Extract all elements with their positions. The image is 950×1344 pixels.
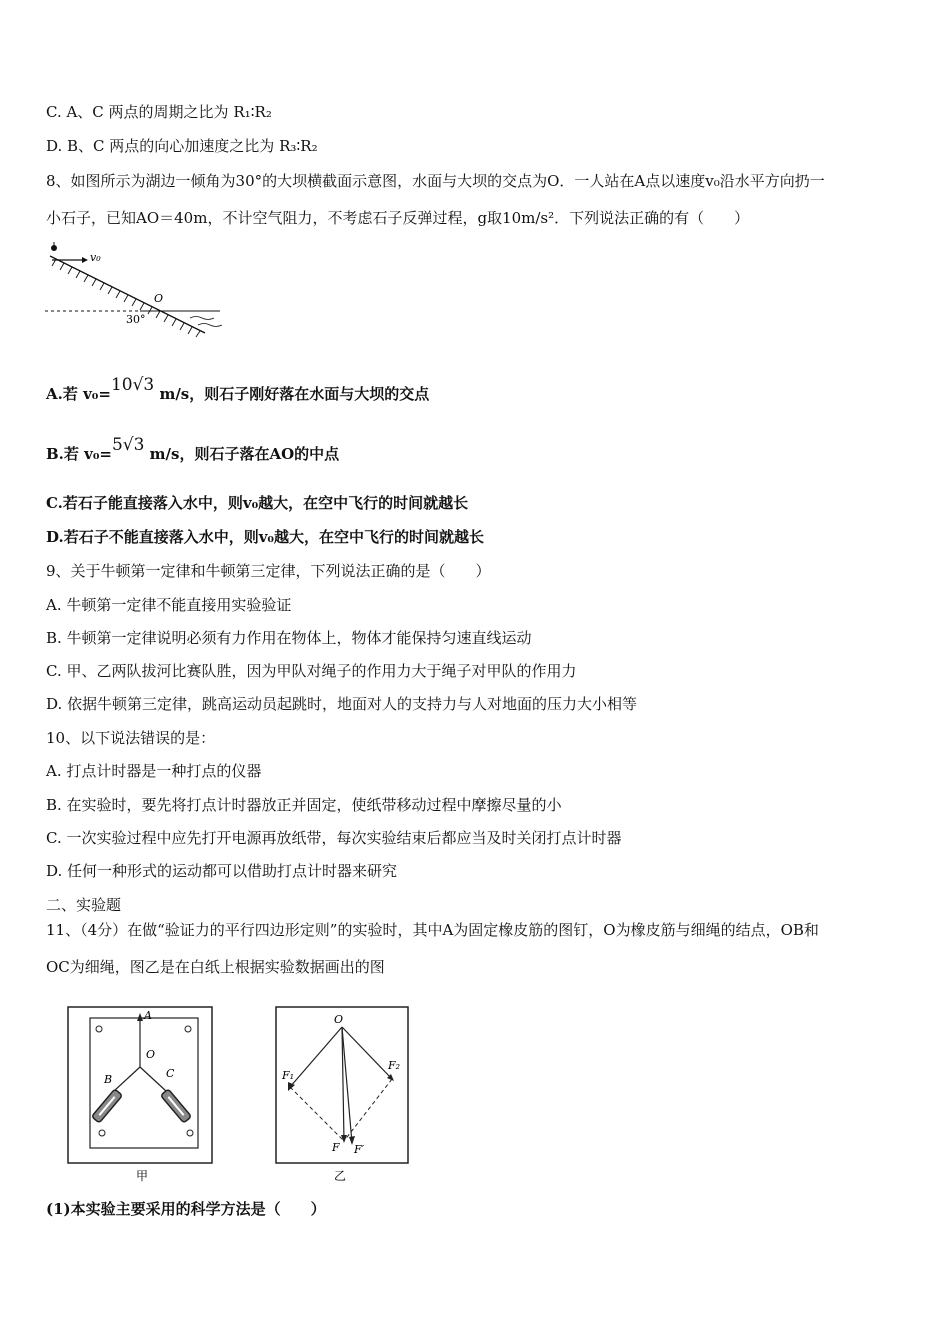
q7-option-c: C. A、C 两点的周期之比为 R₁∶R₂ [46,103,272,121]
label-f2: F₂ [388,1059,401,1072]
caption-yi: 乙 [334,1169,347,1183]
label-f1: F₁ [282,1069,295,1082]
label-a: A [144,1009,152,1022]
section-title: 二、实验题 [46,896,122,914]
force-parallelogram-diagram [272,1005,420,1185]
label-o: O [146,1048,156,1061]
label-b: B [104,1073,113,1086]
q7-option-d: D. B、C 两点的向心加速度之比为 R₃∶R₂ [46,137,318,155]
label-f: F [332,1141,340,1154]
dam-diagram [40,238,240,338]
q10-option-b: B. 在实验时，要先将打点计时器放正并固定，使纸带移动过程中摩擦尽量的小 [46,796,562,814]
q9-option-d: D. 依据牛顿第三定律，跳高运动员起跳时，地面对人的支持力与人对地面的压力大小相等 [46,695,638,713]
point-o-label: O [154,292,164,305]
dashed-right [344,1079,392,1141]
q10-option-d: D. 任何一种形式的运动都可以借助打点计时器来研究 [46,862,398,880]
q11-stem-line1: 11、（4分）在做“验证力的平行四边形定则”的实验时，其中A为固定橡皮筋的图钉，O为橡皮筋与细绳的结点，OB和 [46,921,819,939]
q10-stem: 10、以下说法错误的是： [46,729,216,747]
dashed-left [290,1087,344,1141]
q9-option-a: A. 牛顿第一定律不能直接用实验验证 [46,596,292,614]
q8-option-b: B.若 v₀=5√3 m/s，则石子落在AO的中点 [46,435,340,463]
q8-option-a: A.若 v₀=10√3 m/s，则石子刚好落在水面与大坝的交点 [46,375,430,403]
caption-jia: 甲 [136,1169,149,1183]
v0-label: v₀ [90,251,101,264]
q11-subquestion-1: (1)本实验主要采用的科学方法是（ ） [46,1200,326,1218]
q9-option-c: C. 甲、乙两队拔河比赛队胜，因为甲队对绳子的作用力大于绳子对甲队的作用力 [46,662,577,680]
apparatus-diagram [66,1005,216,1185]
q8-option-c: C.若石子能直接落入水中，则v₀越大，在空中飞行的时间就越长 [46,494,469,512]
q10-option-a: A. 打点计时器是一种打点的仪器 [46,762,262,780]
angle-label: 30° [126,313,146,326]
string-oc [140,1067,166,1091]
label-f-prime: F′ [354,1143,365,1156]
vector-f1 [290,1027,342,1087]
spring-scale-c [161,1089,192,1123]
q10-option-c: C. 一次实验过程中应先打开电源再放纸带，每次实验结束后都应当及时关闭打点计时器 [46,829,622,847]
q9-stem: 9、关于牛顿第一定律和牛顿第三定律，下列说法正确的是（ ） [46,562,491,580]
label-o2: O [334,1013,344,1026]
q11-stem-line2: OC为细绳，图乙是在白纸上根据实验数据画出的图 [46,958,385,976]
q9-option-b: B. 牛顿第一定律说明必须有力作用在物体上，物体才能保持匀速直线运动 [46,629,532,647]
water-waves [190,317,222,327]
string-ob [114,1067,140,1091]
spring-scale-b [92,1089,123,1123]
label-c: C [166,1067,175,1080]
vector-f2 [342,1027,392,1079]
q8-stem-line1: 8、如图所示为湖边一倾角为30°的大坝横截面示意图，水面与大坝的交点为O．一人站在A点以速度v₀沿水平方向扔一 [46,172,825,190]
q8-stem-line2: 小石子，已知AO＝40m，不计空气阻力，不考虑石子反弹过程，g取10m/s²．下列说法正确的有（ ） [46,209,750,227]
q8-option-d: D.若石子不能直接落入水中，则v₀越大，在空中飞行的时间就越长 [46,528,484,546]
